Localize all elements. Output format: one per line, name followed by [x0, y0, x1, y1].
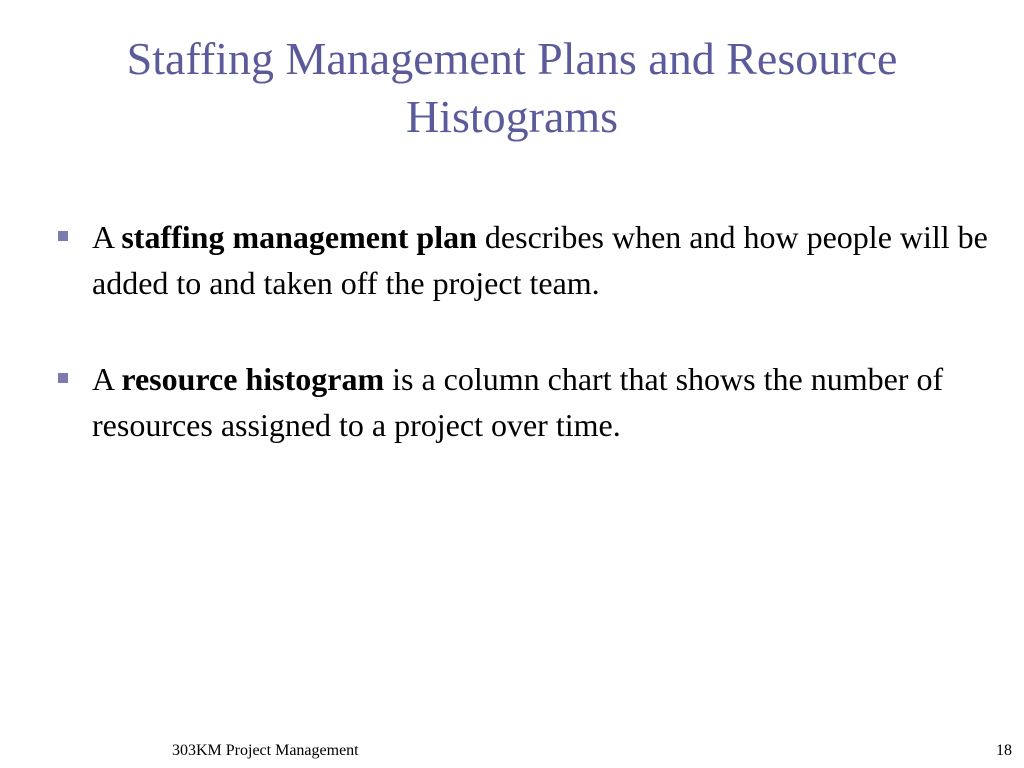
slide-number: 18	[996, 742, 1012, 759]
square-bullet-icon	[58, 231, 68, 241]
bullet-bold-term: staffing management plan	[121, 219, 477, 255]
bullet-description: is a column chart that shows the number of resources assigned to a project over time.	[92, 361, 944, 443]
slide-title	[40, 30, 984, 146]
bullet-description: describes when and how people will be added to and taken off the project team.	[92, 219, 988, 301]
slide-title-line-1: Staffing Management Plans and Resource	[126, 33, 898, 84]
slide-title-line-2: Histograms	[405, 91, 619, 142]
bullet-item-resource-histogram	[56, 356, 996, 448]
footer-course-name: 303KM Project Management	[172, 742, 359, 759]
square-bullet-icon	[58, 373, 68, 383]
bullet-lead-text: A	[92, 361, 122, 397]
bullet-bold-term: resource histogram	[121, 361, 385, 397]
bullet-item-staffing-plan	[56, 214, 996, 306]
bullet-list	[56, 214, 996, 448]
bullet-lead-text: A	[92, 219, 122, 255]
